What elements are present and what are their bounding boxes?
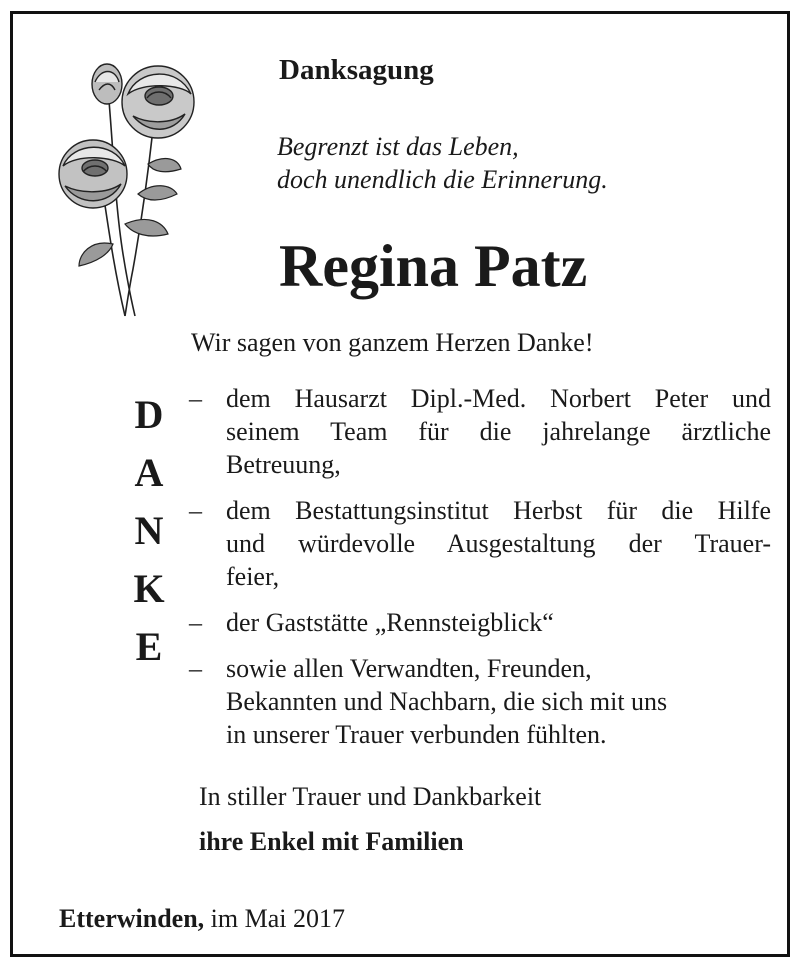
dash-bullet: – (189, 654, 202, 683)
deceased-name: Regina Patz (279, 233, 588, 299)
danke-letter: A (134, 450, 164, 495)
notice-heading: Danksagung (279, 54, 434, 86)
dash-bullet: – (189, 384, 202, 413)
list-item (189, 606, 771, 639)
danke-letter: K (133, 566, 165, 611)
list-item (189, 652, 771, 751)
dash-bullet: – (189, 496, 202, 525)
list-line: sowie allen Verwandten, Freunden, (226, 654, 592, 683)
list-line: Bekannten und Nachbarn, die sich mit uns (226, 687, 668, 716)
danke-letter: E (135, 624, 163, 669)
place: Etterwinden, (59, 904, 205, 933)
quote-line: doch unendlich die Erinnerung. (277, 165, 608, 194)
place-date-line (59, 906, 345, 932)
list-line: in unserer Trauer verbunden fühlten. (226, 720, 607, 749)
thanks-intro: Wir sagen von ganzem Herzen Danke! (191, 328, 594, 357)
list-item (189, 494, 771, 593)
signers: ihre Enkel mit Familien (199, 827, 464, 856)
danke-letter: N (134, 508, 164, 553)
notice-frame (10, 11, 790, 957)
dash-bullet: – (189, 608, 202, 637)
date: im Mai 2017 (204, 904, 346, 933)
list-line: Betreuung, (226, 450, 341, 479)
list-line: dem Bestattungsinstitut Herbst für die Hilfe (226, 496, 771, 525)
thanks-list (189, 382, 771, 764)
closing-line: In stiller Trauer und Dankbarkeit (199, 782, 542, 811)
list-line: der Gaststätte „Rennsteigblick“ (226, 608, 554, 637)
list-line: dem Hausarzt Dipl.-Med. Norbert Peter und (226, 384, 771, 413)
list-line: seinem Team für die jahrelange ärztliche (226, 417, 771, 446)
danke-letter: D (134, 392, 164, 437)
list-line: und würdevolle Ausgestaltung der Trauer- (226, 529, 771, 558)
danke-vertical-word (125, 386, 173, 676)
memorial-quote (277, 130, 608, 196)
roses-illustration (53, 54, 203, 319)
list-line: feier, (226, 562, 280, 591)
list-item (189, 382, 771, 481)
quote-line: Begrenzt ist das Leben, (277, 132, 519, 161)
